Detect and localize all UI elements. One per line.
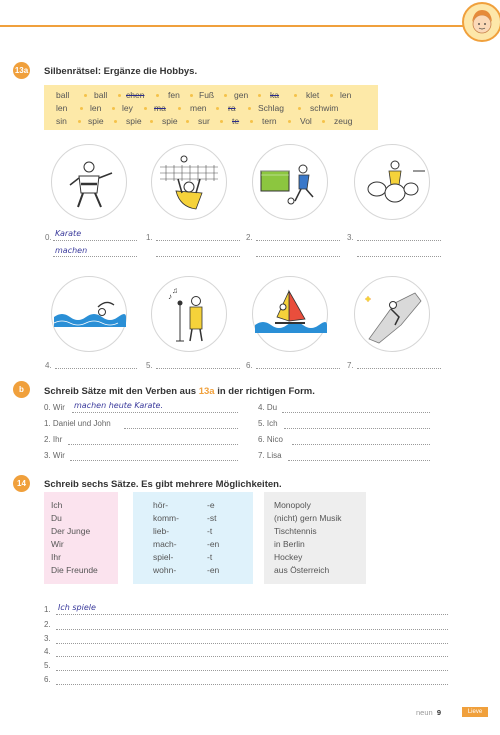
exercise-title-13a: Silbenrätsel: Ergänze die Hobbys.: [44, 66, 198, 77]
answer-line[interactable]: [357, 240, 441, 241]
syllable: ball: [94, 90, 108, 100]
handwritten-answer: Karate: [55, 229, 82, 238]
syllable: ball: [56, 90, 70, 100]
handwritten-answer: Ich spiele: [58, 603, 96, 612]
syllable: sur: [198, 116, 210, 126]
sentence-label: 4. Du: [258, 403, 278, 412]
verb-stem: hör-: [153, 500, 169, 510]
object: Hockey: [274, 552, 303, 562]
line-number: 5.: [44, 661, 51, 670]
football-icon: [252, 144, 328, 220]
handwritten-answer: machen heute Karate.: [74, 401, 164, 410]
subject: Du: [51, 513, 62, 523]
verb-ending: -t: [207, 526, 213, 536]
singing-icon: [151, 276, 227, 352]
svg-text:♪: ♪: [168, 292, 172, 301]
answer-line[interactable]: [282, 412, 430, 413]
subject: Wir: [51, 539, 64, 549]
line-number: 2.: [44, 620, 51, 629]
exercise-title-14: Schreib sechs Sätze. Es gibt mehrere Möglichkeiten.: [44, 479, 282, 490]
answer-line[interactable]: [156, 368, 240, 369]
avatar: [462, 2, 500, 42]
answer-line[interactable]: [68, 444, 238, 445]
verb-ending: -t: [207, 552, 213, 562]
svg-text:♫: ♫: [172, 286, 178, 295]
syllable: len: [90, 103, 102, 113]
syllable-crossed: chen: [126, 90, 145, 100]
object: in Berlin: [274, 539, 305, 549]
volleyball-icon: [151, 144, 227, 220]
sentence-label: 2. Ihr: [44, 435, 63, 444]
item-number: 6.: [246, 361, 253, 370]
exercise-badge-b: b: [13, 381, 30, 398]
object: (nicht) gern Musik: [274, 513, 342, 523]
syllable: len: [340, 90, 352, 100]
windsurfing-icon: [252, 276, 328, 352]
karate-icon: [51, 144, 127, 220]
handwritten-answer: machen: [55, 246, 88, 255]
item-number: 7.: [347, 361, 354, 370]
verb-ending: -e: [207, 500, 215, 510]
sentence-label: 6. Nico: [258, 435, 283, 444]
drums-icon: [354, 144, 430, 220]
item-number: 3.: [347, 233, 354, 242]
answer-line[interactable]: [53, 256, 137, 257]
syllable: men: [190, 103, 207, 113]
syllable: tern: [262, 116, 277, 126]
verb-stem: wohn-: [153, 565, 177, 575]
sentence-label: 3. Wir: [44, 451, 65, 460]
item-number: 0.: [45, 233, 52, 242]
sentence-label: 1. Daniel und John: [44, 419, 111, 428]
item-number: 4.: [45, 361, 52, 370]
syllable-box: [44, 85, 378, 130]
sentence-label: 7. Lisa: [258, 451, 282, 460]
answer-line[interactable]: [292, 444, 430, 445]
syllable: spie: [162, 116, 178, 126]
subject: Die Freunde: [51, 565, 98, 575]
subjects-column: [44, 492, 118, 584]
object: Tischtennis: [274, 526, 317, 536]
subject: Der Junge: [51, 526, 91, 536]
verb-stem: mach-: [153, 539, 177, 549]
object: aus Österreich: [274, 565, 330, 575]
subject: Ich: [51, 500, 63, 510]
syllable: Schlag: [258, 103, 284, 113]
verb-stem: komm-: [153, 513, 179, 523]
line-number: 1.: [44, 605, 51, 614]
verb-ending: -st: [207, 513, 217, 523]
page-number: neun 9: [416, 708, 442, 717]
syllable-crossed: ma: [154, 103, 166, 113]
answer-line[interactable]: [256, 256, 340, 257]
syllable: Fuß: [199, 90, 215, 100]
syllable: fen: [168, 90, 180, 100]
item-number: 2.: [246, 233, 253, 242]
syllable: len: [56, 103, 68, 113]
syllable: gen: [234, 90, 249, 100]
line-number: 4.: [44, 647, 51, 656]
answer-line[interactable]: [55, 368, 137, 369]
object: Monopoly: [274, 500, 311, 510]
verbs-column: [133, 492, 253, 584]
sentence-label: 5. Ich: [258, 419, 278, 428]
syllable: spie: [88, 116, 104, 126]
answer-line[interactable]: [72, 412, 238, 413]
syllable-crossed: ka: [270, 90, 279, 100]
answer-line[interactable]: [357, 368, 441, 369]
answer-line[interactable]: [53, 240, 137, 241]
verb-stem: lieb-: [153, 526, 170, 536]
answer-line[interactable]: [70, 460, 238, 461]
item-number: 1.: [146, 233, 153, 242]
answer-line[interactable]: [124, 428, 238, 429]
syllable: ley: [122, 103, 133, 113]
answer-line[interactable]: [56, 643, 448, 644]
section-tag: Lieve: [462, 707, 488, 717]
answer-line[interactable]: [284, 428, 430, 429]
answer-line[interactable]: [156, 256, 240, 257]
syllable-crossed: ra: [228, 103, 236, 113]
answer-line[interactable]: [256, 240, 340, 241]
answer-line[interactable]: [156, 240, 240, 241]
answer-line[interactable]: [56, 614, 448, 615]
syllable: schwim: [310, 103, 339, 113]
swimming-icon: [51, 276, 127, 352]
line-number: 6.: [44, 675, 51, 684]
answer-line[interactable]: [288, 460, 430, 461]
subject: Ihr: [51, 552, 61, 562]
exercise-title-b: Schreib Sätze mit den Verben aus 13a in der richtigen Form.: [44, 386, 315, 397]
answer-line[interactable]: [56, 656, 448, 657]
syllable: Vol: [300, 116, 312, 126]
climbing-icon: [354, 276, 430, 352]
verb-ending: -en: [207, 539, 220, 549]
item-number: 5.: [146, 361, 153, 370]
answer-line[interactable]: [56, 670, 448, 671]
verb-ending: -en: [207, 565, 220, 575]
exercise-badge-14: 14: [13, 475, 30, 492]
sentence-label: 0. Wir: [44, 403, 65, 412]
verb-stem: spiel-: [153, 552, 174, 562]
answer-line[interactable]: [357, 256, 441, 257]
header-rule: [0, 25, 500, 27]
syllable: zeug: [334, 116, 353, 126]
syllable: spie: [126, 116, 142, 126]
exercise-badge-13a: 13a: [13, 62, 30, 79]
answer-line[interactable]: [256, 368, 340, 369]
syllable-crossed: te: [232, 116, 240, 126]
objects-column: [264, 492, 366, 584]
answer-line[interactable]: [56, 629, 448, 630]
line-number: 3.: [44, 634, 51, 643]
answer-line[interactable]: [56, 684, 448, 685]
syllable: sin: [56, 116, 67, 126]
syllable: klet: [306, 90, 320, 100]
